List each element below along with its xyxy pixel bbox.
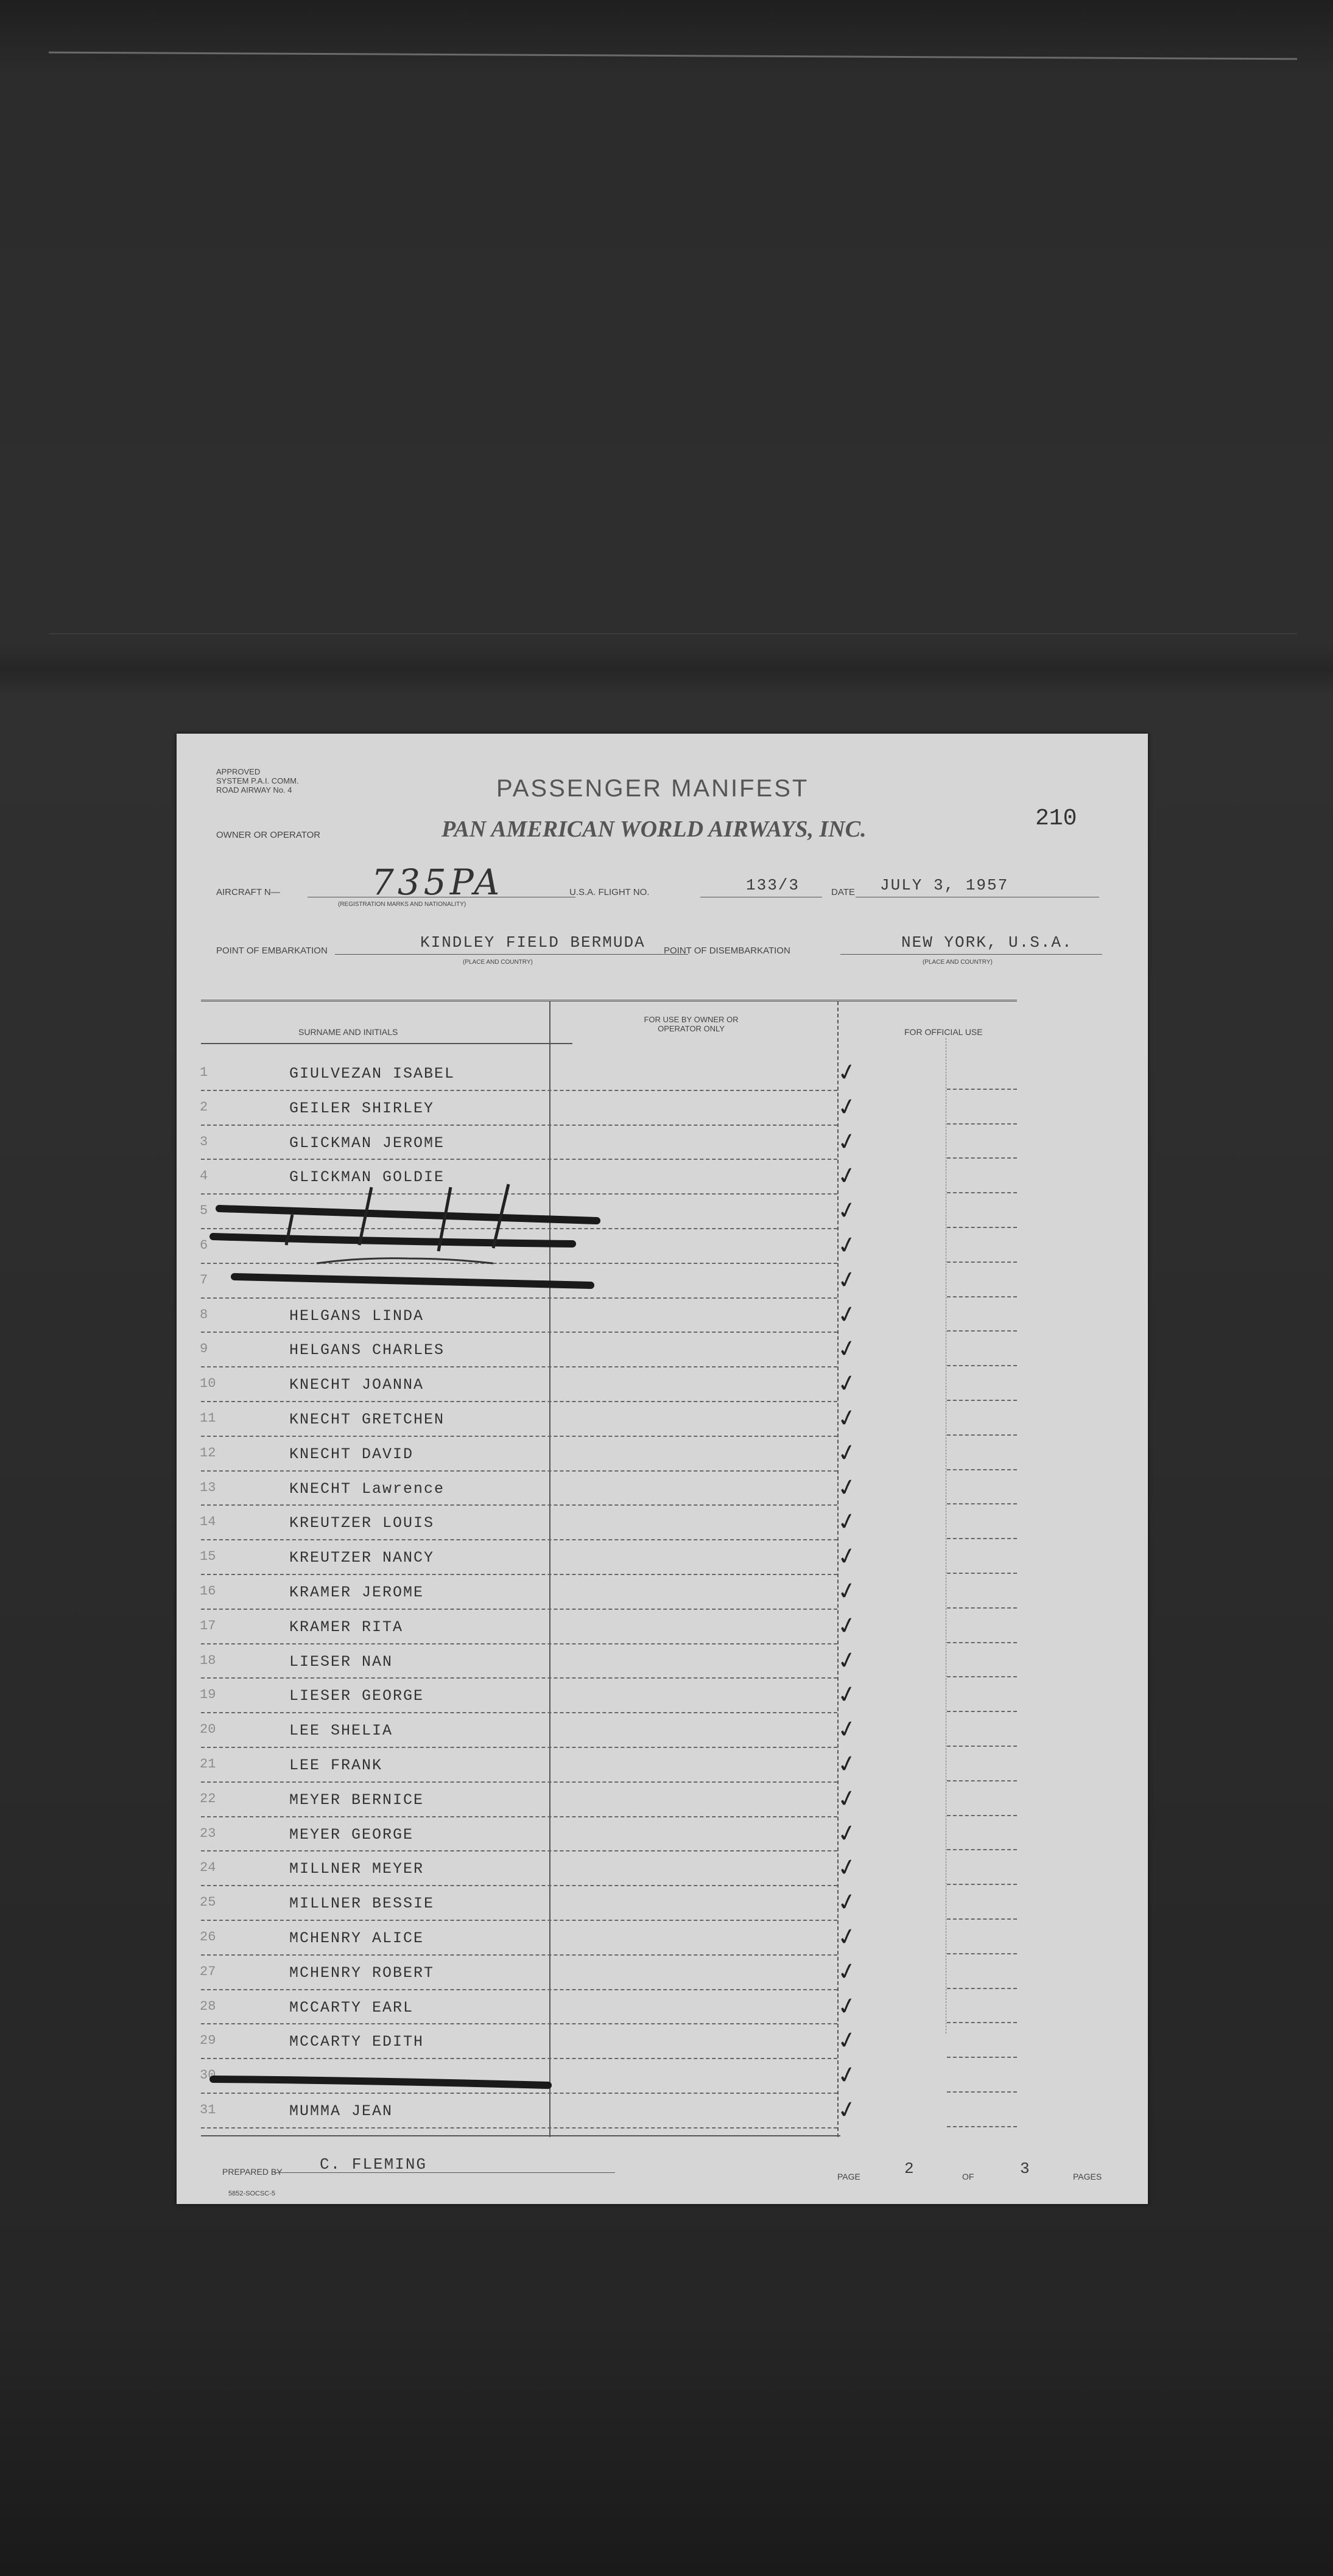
check-mark-icon: ✓ [834, 1714, 860, 1745]
official-rule [947, 1503, 1017, 1504]
row-rule [201, 1228, 837, 1229]
passenger-name: MCCARTY EDITH [289, 2033, 424, 2051]
official-rule [947, 1192, 1017, 1193]
aircraft-label: AIRCRAFT N— [216, 887, 280, 897]
official-rule [947, 1849, 1017, 1850]
col-divider-1 [549, 1002, 550, 2137]
approved-line-3: ROAD AIRWAY No. 4 [216, 785, 292, 795]
pen-vertical-1 [286, 1215, 292, 1245]
check-mark-icon: ✓ [834, 1887, 860, 1918]
row-rule [201, 1401, 837, 1402]
check-mark-icon: ✓ [834, 1472, 860, 1503]
official-rule [947, 2057, 1017, 2058]
row-rule [201, 2023, 837, 2024]
check-mark-icon: ✓ [834, 1644, 860, 1676]
passenger-name: HELGANS LINDA [289, 1307, 424, 1325]
official-rule [947, 1746, 1017, 1747]
row-number: 5 [200, 1203, 208, 1219]
disembark-value: NEW YORK, U.S.A. [901, 933, 1073, 952]
prepared-label: PREPARED BY [222, 2167, 283, 2177]
passenger-name: KNECHT JOANNA [289, 1376, 424, 1394]
row-rule [201, 1954, 837, 1956]
row-number: 8 [200, 1307, 208, 1322]
passenger-name: KNECHT Lawrence [289, 1479, 445, 1498]
check-mark-icon: ✓ [834, 1921, 860, 1952]
row-rule [201, 1643, 837, 1644]
check-mark-icon: ✓ [834, 1541, 860, 1572]
embark-value: KINDLEY FIELD BERMUDA [420, 933, 645, 952]
official-rule [947, 1227, 1017, 1228]
row-rule [201, 1677, 837, 1679]
passenger-name: MCCARTY EARL [289, 1998, 414, 2016]
official-rule [947, 1573, 1017, 1574]
check-mark-icon: ✓ [834, 1195, 860, 1226]
manifest-page [177, 734, 1148, 2204]
check-mark-icon: ✓ [834, 1299, 860, 1330]
row-number: 14 [200, 1514, 216, 1530]
passenger-name: GLICKMAN JEROME [289, 1134, 445, 1152]
official-rule [947, 1330, 1017, 1332]
embark-label: POINT OF EMBARKATION [216, 946, 328, 956]
check-mark-icon: ✓ [834, 1852, 860, 1883]
official-rule [947, 1469, 1017, 1470]
check-mark-icon: ✓ [834, 1437, 860, 1468]
row-number: 6 [200, 1238, 208, 1253]
row-number: 10 [200, 1376, 216, 1392]
row-number: 3 [200, 1134, 208, 1149]
row-rule [201, 1989, 837, 1990]
official-rule [947, 1538, 1017, 1539]
company-name: PAN AMERICAN WORLD AIRWAYS, INC. [441, 816, 867, 842]
passenger-name: KNECHT GRETCHEN [289, 1411, 445, 1428]
row-rule [201, 1193, 837, 1195]
official-rule [947, 1262, 1017, 1263]
check-mark-icon: ✓ [834, 1403, 860, 1433]
check-mark-icon: ✓ [834, 1990, 860, 2021]
official-rule [947, 2126, 1017, 2127]
form-number: 5852-SOCSC-5 [228, 2190, 276, 2197]
row-number: 7 [200, 1272, 208, 1288]
row-rule [201, 1781, 837, 1783]
row-number: 29 [200, 2033, 216, 2049]
official-rule [947, 2091, 1017, 2093]
row-rule [201, 1850, 837, 1851]
row-number: 12 [200, 1445, 216, 1461]
check-mark-icon: ✓ [834, 2094, 860, 2125]
check-mark-icon: ✓ [834, 1230, 860, 1260]
row-number: 15 [200, 1549, 216, 1565]
official-rule [947, 1884, 1017, 1885]
row-number: 16 [200, 1584, 216, 1599]
row-number: 23 [200, 1825, 216, 1841]
official-rule [947, 1988, 1017, 1989]
check-mark-icon: ✓ [834, 1576, 860, 1606]
check-mark-icon: ✓ [834, 1333, 860, 1364]
row-rule [201, 1920, 837, 1921]
row-rule [201, 1366, 837, 1367]
row-rule [201, 1609, 837, 1610]
col-owner-header: FOR USE BY OWNER OR OPERATOR ONLY [644, 1015, 739, 1033]
official-rule [947, 1918, 1017, 1920]
official-rule [947, 1607, 1017, 1609]
row-number: 28 [200, 1998, 216, 2014]
row-rule [201, 2058, 837, 2059]
embark-underline [335, 954, 688, 955]
check-mark-icon: ✓ [834, 1368, 860, 1399]
disembark-sub: (PLACE AND COUNTRY) [923, 959, 993, 966]
row-rule [201, 1712, 837, 1713]
manifest-title: PASSENGER MANIFEST [496, 775, 809, 802]
row-rule [201, 1539, 837, 1540]
passenger-name: MCHENRY ALICE [289, 1929, 424, 1947]
row-number: 13 [200, 1479, 216, 1495]
date-label: DATE [831, 887, 855, 897]
page-stamp: 210 [1035, 805, 1077, 832]
strike-row-6 [213, 1237, 572, 1244]
row-number: 2 [200, 1099, 208, 1115]
row-rule [201, 2127, 837, 2129]
row-number: 4 [200, 1168, 208, 1184]
passenger-name: LEE SHELIA [289, 1722, 393, 1740]
approved-line-1: APPROVED [216, 767, 261, 776]
official-rule [947, 1123, 1017, 1125]
row-rule [201, 1125, 837, 1126]
row-rule [201, 1297, 837, 1299]
pen-vertical-2 [359, 1187, 371, 1245]
strike-row-7 [234, 1277, 591, 1285]
passenger-name: LIESER GEORGE [289, 1687, 424, 1705]
aircraft-sub: (REGISTRATION MARKS AND NATIONALITY) [338, 901, 466, 908]
row-number: 25 [200, 1895, 216, 1911]
row-number: 19 [200, 1687, 216, 1703]
official-rule [947, 1676, 1017, 1677]
header-bottom-rule [201, 1043, 572, 1044]
official-rule [947, 1365, 1017, 1366]
check-mark-icon: ✓ [834, 1091, 860, 1122]
disembark-underline [840, 954, 1102, 955]
row-number: 9 [200, 1341, 208, 1357]
passenger-name: HELGANS CHARLES [289, 1341, 445, 1360]
check-mark-icon: ✓ [834, 1264, 860, 1295]
row-rule [201, 1436, 837, 1437]
passenger-name: MEYER BERNICE [289, 1791, 424, 1809]
passenger-name: GIULVEZAN ISABEL [289, 1065, 455, 1083]
page-label: PAGE [837, 2172, 860, 2181]
passenger-name: MUMMA JEAN [289, 2102, 393, 2120]
disembark-label: POINT OF DISEMBARKATION [664, 946, 790, 956]
row-rule [201, 1332, 837, 1333]
row-number: 31 [200, 2102, 216, 2118]
check-mark-icon: ✓ [834, 1610, 860, 1641]
check-mark-icon: ✓ [834, 2060, 860, 2091]
passenger-name: GLICKMAN GOLDIE [289, 1168, 445, 1187]
row-number: 27 [200, 1964, 216, 1979]
official-rule [947, 1296, 1017, 1297]
row-number: 18 [200, 1652, 216, 1668]
row-rule [201, 1816, 837, 1817]
prepared-by: C. FLEMING [320, 2155, 427, 2174]
page-number: 2 [904, 2160, 915, 2178]
check-mark-icon: ✓ [834, 1679, 860, 1710]
row-rule [201, 1159, 837, 1160]
official-rule [947, 1815, 1017, 1816]
row-rule [201, 1747, 837, 1748]
check-mark-icon: ✓ [834, 1126, 860, 1157]
row-number: 24 [200, 1860, 216, 1876]
official-rule [947, 1780, 1017, 1781]
row-number: 20 [200, 1722, 216, 1738]
passenger-name: MILLNER BESSIE [289, 1895, 435, 1913]
passenger-name: KNECHT DAVID [289, 1445, 414, 1463]
passenger-name: KREUTZER LOUIS [289, 1514, 435, 1532]
check-mark-icon: ✓ [834, 1057, 860, 1087]
row-number: 1 [200, 1065, 208, 1080]
check-mark-icon: ✓ [834, 1956, 860, 1987]
row-rule [201, 1574, 837, 1575]
row-number: 11 [200, 1411, 216, 1426]
row-number: 30 [200, 2068, 216, 2083]
row-rule [201, 1470, 837, 1472]
approved-line-2: SYSTEM P.A.I. COMM. [216, 776, 299, 785]
strike-row-5 [219, 1209, 597, 1221]
row-number: 21 [200, 1757, 216, 1772]
page-total: 3 [1020, 2160, 1031, 2178]
row-number: 22 [200, 1791, 216, 1806]
official-rule [947, 1642, 1017, 1643]
passenger-name: LIESER NAN [289, 1652, 393, 1671]
row-rule [201, 2093, 837, 2094]
official-rule [947, 1400, 1017, 1401]
check-mark-icon: ✓ [834, 1783, 860, 1814]
passenger-name: MEYER GEORGE [289, 1825, 414, 1844]
strike-row-30 [213, 2079, 548, 2085]
check-mark-icon: ✓ [834, 1817, 860, 1848]
official-rule [947, 1157, 1017, 1159]
passenger-name: KRAMER RITA [289, 1618, 404, 1636]
owner-label: OWNER OR OPERATOR [216, 830, 321, 840]
row-number: 17 [200, 1618, 216, 1634]
table-top-rule [201, 1000, 1017, 1002]
aircraft-value: 735PA [371, 862, 504, 903]
prepared-underline [274, 2172, 615, 2173]
usa-flight-label: U.S.A. FLIGHT NO. [569, 887, 650, 897]
check-mark-icon: ✓ [834, 2025, 860, 2056]
pages-label: PAGES [1073, 2172, 1102, 2181]
check-mark-icon: ✓ [834, 1160, 860, 1191]
film-frame-edge [49, 633, 1297, 634]
row-rule [201, 1090, 837, 1091]
row-rule [201, 1885, 837, 1886]
passenger-name: KRAMER JEROME [289, 1584, 424, 1601]
check-mark-icon: ✓ [834, 1506, 860, 1537]
official-rule [947, 1434, 1017, 1436]
col-surname-header: SURNAME AND INITIALS [298, 1027, 398, 1037]
of-label: OF [962, 2172, 974, 2181]
official-rule [947, 1089, 1017, 1090]
official-rule [947, 1711, 1017, 1712]
passenger-name: MILLNER MEYER [289, 1860, 424, 1878]
passenger-name: MCHENRY ROBERT [289, 1964, 435, 1982]
check-mark-icon: ✓ [834, 1749, 860, 1779]
flight-number: 133/3 [746, 876, 800, 894]
row-number: 26 [200, 1929, 216, 1945]
official-rule [947, 2022, 1017, 2023]
row-rule [201, 1504, 837, 1506]
passenger-name: LEE FRANK [289, 1757, 383, 1774]
official-rule [947, 1953, 1017, 1954]
passenger-name: KREUTZER NANCY [289, 1549, 435, 1567]
table-bottom-rule [201, 2135, 840, 2136]
embark-sub: (PLACE AND COUNTRY) [463, 959, 533, 966]
col-official-header: FOR OFFICIAL USE [904, 1027, 983, 1037]
pen-vertical-3 [438, 1187, 451, 1251]
flight-date: JULY 3, 1957 [880, 876, 1009, 894]
passenger-name: GEILER SHIRLEY [289, 1099, 435, 1117]
row-rule [201, 1263, 837, 1264]
